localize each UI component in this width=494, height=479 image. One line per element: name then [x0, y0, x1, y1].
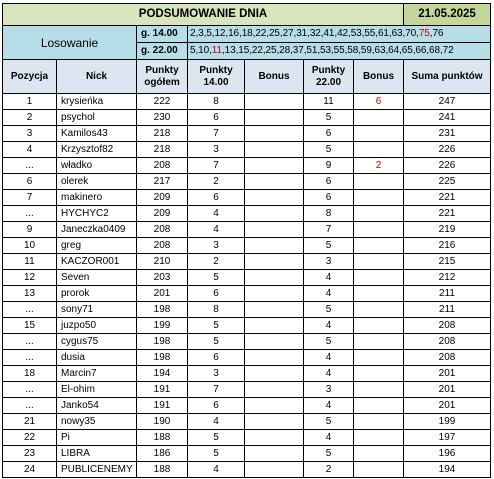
- cell-nick: greg: [57, 238, 137, 254]
- page-title: PODSUMOWANIE DNIA: [3, 4, 404, 26]
- draw-number: 28: [279, 45, 291, 56]
- cell-bonus-1400: [245, 414, 304, 430]
- cell-bonus-2200: 2: [354, 158, 404, 174]
- cell-bonus-1400: [245, 446, 304, 462]
- cell-position: ...: [3, 398, 57, 414]
- cell-total-points: 209: [137, 206, 188, 222]
- cell-bonus-1400: [245, 286, 304, 302]
- draw-time-2: g. 22.00: [137, 43, 188, 60]
- table-row: [3, 302, 491, 318]
- cell-bonus-1400: [245, 158, 304, 174]
- table-row: [3, 158, 491, 174]
- draw-number: 55: [364, 28, 376, 39]
- cell-points-2200: 4: [304, 318, 354, 334]
- draw-number: 76: [432, 28, 444, 39]
- cell-nick: Janeczka0409: [57, 222, 137, 238]
- cell-sum-points: 212: [404, 270, 491, 286]
- cell-bonus-1400: [245, 142, 304, 158]
- table-row: [3, 366, 491, 382]
- col-header-nick: Nick: [57, 60, 137, 94]
- cell-nick: LIBRA: [57, 446, 137, 462]
- table-row: [3, 238, 491, 254]
- draw-number: 42: [337, 28, 349, 39]
- cell-position: 18: [3, 366, 57, 382]
- draw-number: 65: [401, 45, 413, 56]
- draw-number: 64: [388, 45, 400, 56]
- cell-bonus-2200: [354, 334, 404, 350]
- cell-position: 9: [3, 222, 57, 238]
- cell-nick: juzpo50: [57, 318, 137, 334]
- draw-number: 41: [323, 28, 335, 39]
- draw-number: 68: [429, 45, 440, 56]
- cell-sum-points: 194: [404, 462, 491, 478]
- cell-bonus-2200: [354, 238, 404, 254]
- cell-nick: Seven: [57, 270, 137, 286]
- cell-position: 15: [3, 318, 57, 334]
- cell-position: 24: [3, 462, 57, 478]
- cell-points-1400: 5: [188, 446, 245, 462]
- draw-number: 37: [292, 45, 304, 56]
- cell-total-points: 208: [137, 158, 188, 174]
- cell-points-2200: 11: [304, 94, 354, 110]
- cell-sum-points: 208: [404, 334, 491, 350]
- cell-points-2200: 4: [304, 430, 354, 446]
- cell-position: 3: [3, 126, 57, 142]
- cell-bonus-1400: [245, 270, 304, 286]
- cell-position: 23: [3, 446, 57, 462]
- cell-bonus-1400: [245, 222, 304, 238]
- cell-points-1400: 6: [188, 398, 245, 414]
- report-date: 21.05.2025: [404, 4, 491, 26]
- cell-position: ...: [3, 206, 57, 222]
- draw-number: 31: [296, 28, 308, 39]
- cell-position: 12: [3, 270, 57, 286]
- draw-number: 59: [360, 45, 372, 56]
- cell-sum-points: 226: [404, 142, 491, 158]
- cell-position: 22: [3, 430, 57, 446]
- cell-nick: psychol: [57, 110, 137, 126]
- cell-points-2200: 7: [304, 222, 354, 238]
- cell-points-2200: 6: [304, 190, 354, 206]
- cell-bonus-1400: [245, 94, 304, 110]
- cell-points-1400: 3: [188, 238, 245, 254]
- cell-bonus-1400: [245, 254, 304, 270]
- cell-points-2200: 4: [304, 350, 354, 366]
- cell-points-2200: 5: [304, 302, 354, 318]
- cell-nick: Kamilos43: [57, 126, 137, 142]
- cell-points-2200: 5: [304, 142, 354, 158]
- cell-nick: Marcin7: [57, 366, 137, 382]
- draw-number: 18: [241, 28, 253, 39]
- draw-number: 22: [255, 28, 267, 39]
- table-row: [3, 174, 491, 190]
- cell-points-2200: 5: [304, 238, 354, 254]
- cell-bonus-2200: [354, 222, 404, 238]
- cell-points-2200: 3: [304, 382, 354, 398]
- cell-sum-points: 197: [404, 430, 491, 446]
- table-row: [3, 190, 491, 206]
- cell-position: 2: [3, 110, 57, 126]
- cell-sum-points: 211: [404, 302, 491, 318]
- draw-number: 12: [214, 28, 226, 39]
- cell-bonus-2200: [354, 382, 404, 398]
- cell-position: 13: [3, 286, 57, 302]
- cell-nick: KACZOR001: [57, 254, 137, 270]
- table-row: [3, 206, 491, 222]
- cell-sum-points: 201: [404, 366, 491, 382]
- draw-number: 55: [333, 45, 345, 56]
- cell-total-points: 201: [137, 286, 188, 302]
- cell-bonus-2200: [354, 286, 404, 302]
- cell-points-1400: 3: [188, 366, 245, 382]
- cell-points-1400: 5: [188, 430, 245, 446]
- cell-bonus-1400: [245, 334, 304, 350]
- cell-nick: HYCHYC2: [57, 206, 137, 222]
- col-header-punkty-ogolem: Punkty ogółem: [137, 60, 188, 94]
- cell-bonus-1400: [245, 398, 304, 414]
- cell-total-points: 209: [137, 190, 188, 206]
- cell-bonus-1400: [245, 206, 304, 222]
- cell-position: ...: [3, 158, 57, 174]
- cell-bonus-1400: [245, 302, 304, 318]
- cell-bonus-2200: 6: [354, 94, 404, 110]
- draw-number: 70: [405, 28, 417, 39]
- cell-position: 10: [3, 238, 57, 254]
- draw-number: 11: [211, 45, 222, 56]
- cell-points-2200: 4: [304, 270, 354, 286]
- cell-bonus-2200: [354, 366, 404, 382]
- cell-points-2200: 4: [304, 286, 354, 302]
- cell-total-points: 188: [137, 462, 188, 478]
- draw-number: 51: [306, 45, 318, 56]
- cell-bonus-2200: [354, 350, 404, 366]
- cell-nick: prorok: [57, 286, 137, 302]
- table-row: [3, 382, 491, 398]
- cell-total-points: 218: [137, 126, 188, 142]
- cell-total-points: 203: [137, 270, 188, 286]
- cell-position: 11: [3, 254, 57, 270]
- cell-points-1400: 2: [188, 174, 245, 190]
- cell-points-1400: 4: [188, 414, 245, 430]
- cell-position: 7: [3, 190, 57, 206]
- table-row: [3, 286, 491, 302]
- draw-number: 2: [190, 28, 196, 39]
- draw-number: 66: [415, 45, 427, 56]
- table-row: [3, 270, 491, 286]
- cell-bonus-1400: [245, 382, 304, 398]
- cell-points-1400: 5: [188, 334, 245, 350]
- cell-sum-points: 208: [404, 318, 491, 334]
- draw-number: 13: [224, 45, 236, 56]
- cell-total-points: 198: [137, 350, 188, 366]
- draw-number: 10: [198, 45, 210, 56]
- cell-sum-points: 226: [404, 158, 491, 174]
- draw-number: 27: [282, 28, 294, 39]
- cell-sum-points: 201: [404, 398, 491, 414]
- draw-number: 25: [265, 45, 277, 56]
- cell-points-1400: 3: [188, 142, 245, 158]
- cell-total-points: 208: [137, 238, 188, 254]
- cell-position: 21: [3, 414, 57, 430]
- cell-points-1400: 8: [188, 94, 245, 110]
- cell-position: ...: [3, 334, 57, 350]
- cell-total-points: 186: [137, 446, 188, 462]
- cell-bonus-2200: [354, 446, 404, 462]
- cell-bonus-1400: [245, 462, 304, 478]
- cell-total-points: 198: [137, 334, 188, 350]
- cell-points-2200: 3: [304, 254, 354, 270]
- cell-bonus-1400: [245, 190, 304, 206]
- summary-table: [2, 3, 491, 478]
- cell-bonus-2200: [354, 126, 404, 142]
- cell-nick: PUBLICENEMY: [57, 462, 137, 478]
- cell-bonus-2200: [354, 254, 404, 270]
- cell-bonus-1400: [245, 174, 304, 190]
- cell-bonus-1400: [245, 430, 304, 446]
- cell-sum-points: 219: [404, 222, 491, 238]
- draw-number: 75: [418, 28, 430, 39]
- table-row: [3, 350, 491, 366]
- col-header-pozycja: Pozycja: [3, 60, 57, 94]
- cell-position: 4: [3, 142, 57, 158]
- cell-total-points: 198: [137, 302, 188, 318]
- cell-bonus-2200: [354, 462, 404, 478]
- draw-number: 72: [442, 45, 454, 56]
- cell-nick: nowy35: [57, 414, 137, 430]
- column-header-row: [3, 60, 491, 94]
- cell-nick: makinero: [57, 190, 137, 206]
- draw-number: 16: [228, 28, 240, 39]
- cell-total-points: 230: [137, 110, 188, 126]
- col-header-punkty-2200: Punkty 22.00: [304, 60, 354, 94]
- cell-bonus-2200: [354, 190, 404, 206]
- cell-sum-points: 211: [404, 286, 491, 302]
- cell-total-points: 194: [137, 366, 188, 382]
- cell-points-1400: 6: [188, 110, 245, 126]
- draw-time-1: g. 14.00: [137, 26, 188, 43]
- cell-points-1400: 7: [188, 382, 245, 398]
- cell-points-2200: 5: [304, 110, 354, 126]
- table-row: [3, 430, 491, 446]
- cell-points-2200: 4: [304, 366, 354, 382]
- draw-number: 25: [268, 28, 280, 39]
- cell-bonus-1400: [245, 238, 304, 254]
- table-row: [3, 398, 491, 414]
- cell-points-2200: 8: [304, 206, 354, 222]
- cell-bonus-1400: [245, 110, 304, 126]
- cell-points-1400: 5: [188, 318, 245, 334]
- cell-sum-points: 221: [404, 206, 491, 222]
- draw-numbers-1: 2,3,5,12,16,18,22,25,27,31,32,41,42,53,55,61,63,70,75,76: [188, 26, 491, 43]
- cell-sum-points: 221: [404, 190, 491, 206]
- cell-bonus-2200: [354, 110, 404, 126]
- cell-total-points: 208: [137, 222, 188, 238]
- cell-bonus-2200: [354, 414, 404, 430]
- draw-number: 32: [309, 28, 321, 39]
- cell-bonus-2200: [354, 398, 404, 414]
- cell-sum-points: 196: [404, 446, 491, 462]
- draw-number: 58: [347, 45, 359, 56]
- draw-number: 22: [251, 45, 263, 56]
- cell-nick: olerek: [57, 174, 137, 190]
- cell-sum-points: 201: [404, 382, 491, 398]
- cell-nick: Janko54: [57, 398, 137, 414]
- cell-bonus-1400: [245, 318, 304, 334]
- table-row: [3, 222, 491, 238]
- cell-bonus-2200: [354, 174, 404, 190]
- table-row: [3, 446, 491, 462]
- cell-nick: cygus75: [57, 334, 137, 350]
- table-row: [3, 254, 491, 270]
- cell-nick: Krzysztof82: [57, 142, 137, 158]
- cell-bonus-2200: [354, 302, 404, 318]
- cell-points-1400: 4: [188, 462, 245, 478]
- cell-total-points: 222: [137, 94, 188, 110]
- draw-number: 53: [350, 28, 362, 39]
- cell-points-2200: 6: [304, 126, 354, 142]
- table-row: [3, 126, 491, 142]
- draw-numbers-2: 5,10,11,13,15,22,25,28,37,51,53,55,58,59,63,64,65,66,68,72: [188, 43, 491, 60]
- cell-points-2200: 5: [304, 446, 354, 462]
- cell-points-1400: 4: [188, 222, 245, 238]
- cell-total-points: 190: [137, 414, 188, 430]
- cell-points-2200: 4: [304, 398, 354, 414]
- cell-sum-points: 231: [404, 126, 491, 142]
- col-header-bonus-1: Bonus: [245, 60, 304, 94]
- draw-number: 63: [391, 28, 403, 39]
- cell-total-points: 218: [137, 142, 188, 158]
- cell-points-1400: 6: [188, 190, 245, 206]
- cell-nick: sony71: [57, 302, 137, 318]
- cell-bonus-1400: [245, 126, 304, 142]
- cell-sum-points: 216: [404, 238, 491, 254]
- cell-sum-points: 199: [404, 414, 491, 430]
- draw-number: 3: [198, 28, 204, 39]
- draw-number: 61: [377, 28, 389, 39]
- cell-position: ...: [3, 382, 57, 398]
- col-header-bonus-2: Bonus: [354, 60, 404, 94]
- table-row: [3, 110, 491, 126]
- cell-points-1400: 4: [188, 206, 245, 222]
- cell-points-2200: 5: [304, 414, 354, 430]
- draw-number: 63: [374, 45, 386, 56]
- cell-total-points: 210: [137, 254, 188, 270]
- cell-sum-points: 225: [404, 174, 491, 190]
- cell-bonus-2200: [354, 318, 404, 334]
- table-row: [3, 142, 491, 158]
- cell-bonus-2200: [354, 206, 404, 222]
- cell-points-2200: 6: [304, 174, 354, 190]
- table-row: [3, 318, 491, 334]
- draw-number: 15: [238, 45, 250, 56]
- cell-sum-points: 247: [404, 94, 491, 110]
- cell-nick: władko: [57, 158, 137, 174]
- table-row: [3, 462, 491, 478]
- cell-points-1400: 6: [188, 350, 245, 366]
- cell-position: 1: [3, 94, 57, 110]
- draw-number: 5: [190, 45, 196, 56]
- cell-bonus-1400: [245, 366, 304, 382]
- cell-sum-points: 215: [404, 254, 491, 270]
- col-header-suma: Suma punktów: [404, 60, 491, 94]
- cell-position: 6: [3, 174, 57, 190]
- cell-bonus-1400: [245, 350, 304, 366]
- cell-total-points: 217: [137, 174, 188, 190]
- cell-points-2200: 2: [304, 462, 354, 478]
- cell-nick: Pi: [57, 430, 137, 446]
- cell-nick: dusia: [57, 350, 137, 366]
- cell-nick: El-ohim: [57, 382, 137, 398]
- cell-points-1400: 2: [188, 254, 245, 270]
- cell-points-1400: 5: [188, 270, 245, 286]
- cell-points-2200: 5: [304, 334, 354, 350]
- cell-sum-points: 241: [404, 110, 491, 126]
- cell-position: ...: [3, 350, 57, 366]
- cell-nick: krysieńka: [57, 94, 137, 110]
- draw-number: 53: [320, 45, 331, 56]
- cell-points-1400: 7: [188, 126, 245, 142]
- cell-points-1400: 8: [188, 302, 245, 318]
- table-row: [3, 94, 491, 110]
- cell-points-2200: 9: [304, 158, 354, 174]
- cell-bonus-2200: [354, 142, 404, 158]
- draw-number: 5: [206, 28, 212, 39]
- cell-total-points: 199: [137, 318, 188, 334]
- cell-points-1400: 6: [188, 286, 245, 302]
- cell-position: ...: [3, 302, 57, 318]
- cell-total-points: 191: [137, 398, 188, 414]
- cell-bonus-2200: [354, 430, 404, 446]
- losowanie-label: Losowanie: [3, 26, 137, 60]
- col-header-punkty-1400: Punkty 14.00: [188, 60, 245, 94]
- cell-sum-points: 208: [404, 350, 491, 366]
- cell-total-points: 188: [137, 430, 188, 446]
- table-row: [3, 414, 491, 430]
- table-row: [3, 334, 491, 350]
- cell-points-1400: 7: [188, 158, 245, 174]
- cell-bonus-2200: [354, 270, 404, 286]
- cell-total-points: 191: [137, 382, 188, 398]
